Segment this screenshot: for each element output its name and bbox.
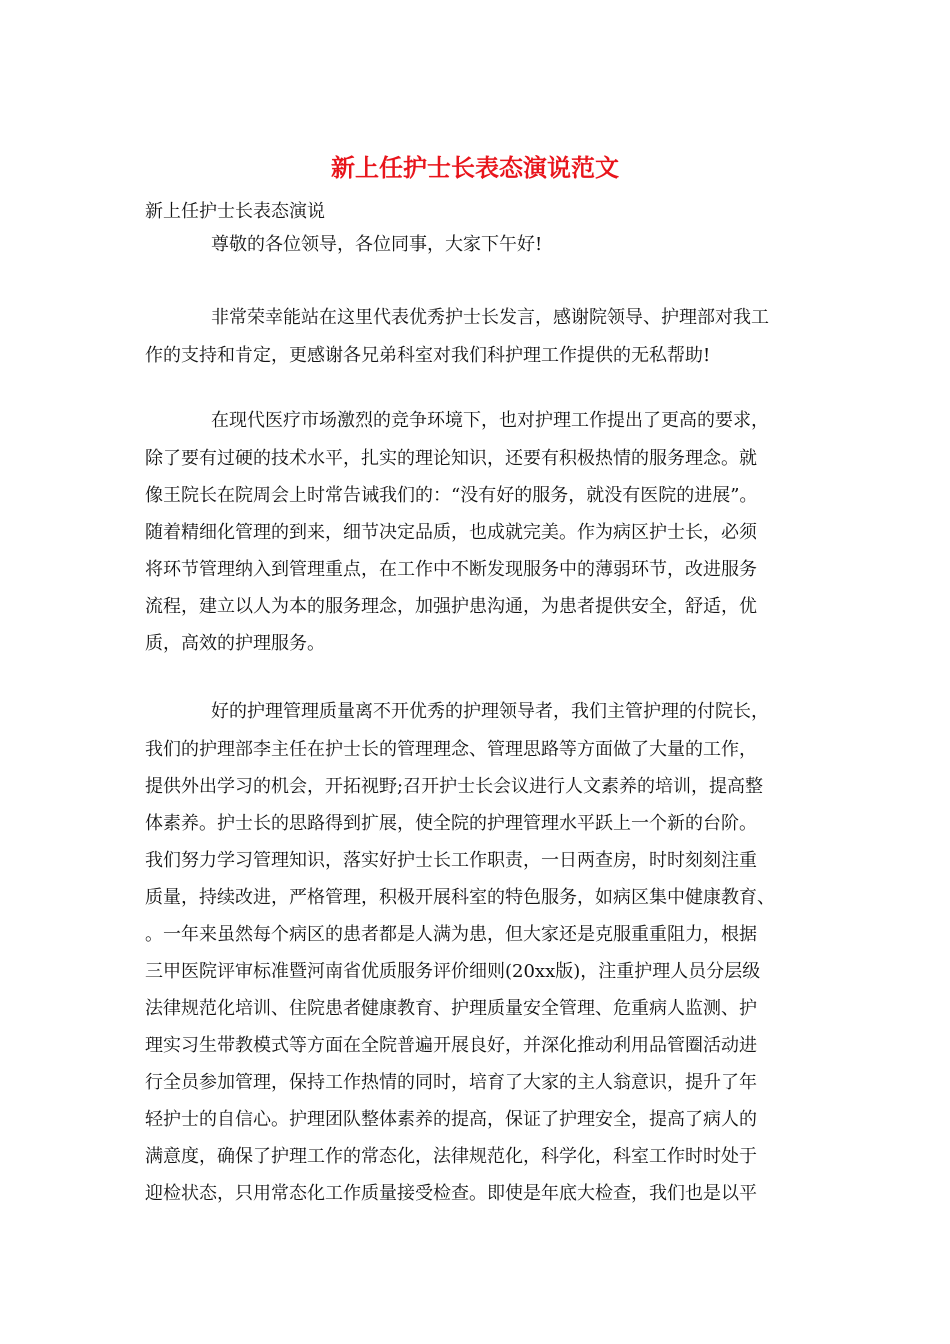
document-subtitle: 新上任护士长表态演说	[145, 201, 325, 222]
paragraph-line: 除了要有过硬的技术水平，扎实的理论知识，还要有积极热情的服务理念。就	[145, 448, 757, 469]
paragraph-line: 行全员参加管理，保持工作热情的同时，培育了大家的主人翁意识，提升了年	[145, 1072, 757, 1093]
paragraph-line: 法律规范化培训、住院患者健康教育、护理质量安全管理、危重病人监测、护	[145, 998, 757, 1019]
paragraph-line: 轻护士的自信心。护理团队整体素养的提高，保证了护理安全，提高了病人的	[145, 1109, 757, 1130]
paragraph-line: 我们努力学习管理知识，落实好护士长工作职责，一日两查房，时时刻刻注重	[145, 850, 757, 871]
paragraph-line: 作的支持和肯定，更感谢各兄弟科室对我们科护理工作提供的无私帮助!	[145, 345, 711, 366]
paragraph-line: 迎检状态，只用常态化工作质量接受检查。即使是年底大检查，我们也是以平	[145, 1183, 757, 1204]
paragraph-line: 流程，建立以人为本的服务理念，加强护患沟通，为患者提供安全，舒适，优	[145, 596, 757, 617]
paragraph-line: 将环节管理纳入到管理重点，在工作中不断发现服务中的薄弱环节，改进服务	[145, 559, 757, 580]
paragraph-line: 像王院长在院周会上时常告诫我们的：“没有好的服务，就没有医院的进展”。	[145, 485, 758, 506]
paragraph-line: 尊敬的各位领导，各位同事，大家下午好!	[211, 234, 543, 255]
paragraph-line: 。一年来虽然每个病区的患者都是人满为患，但大家还是克服重重阻力，根据	[145, 924, 757, 945]
paragraph-line: 三甲医院评审标准暨河南省优质服务评价细则(20xx版)，注重护理人员分层级	[145, 961, 761, 982]
paragraph-line: 我们的护理部李主任在护士长的管理理念、管理思路等方面做了大量的工作，	[145, 739, 757, 760]
paragraph-line: 体素养。护士长的思路得到扩展，使全院的护理管理水平跃上一个新的台阶。	[145, 813, 757, 834]
paragraph-line: 提供外出学习的机会，开拓视野;召开护士长会议进行人文素养的培训，提高整	[145, 776, 764, 797]
paragraph-line: 非常荣幸能站在这里代表优秀护士长发言，感谢院领导、护理部对我工	[211, 307, 769, 328]
paragraph-line: 满意度，确保了护理工作的常态化，法律规范化，科学化，科室工作时时处于	[145, 1146, 757, 1167]
paragraph-line: 好的护理管理质量离不开优秀的护理领导者，我们主管护理的付院长，	[211, 701, 769, 722]
paragraph-line: 在现代医疗市场激烈的竞争环境下，也对护理工作提出了更高的要求，	[211, 410, 769, 431]
paragraph-line: 理实习生带教模式等方面在全院普遍开展良好，并深化推动利用品管圈活动进	[145, 1035, 757, 1056]
paragraph-line: 随着精细化管理的到来，细节决定品质，也成就完美。作为病区护士长，必须	[145, 522, 757, 543]
paragraph-line: 质量，持续改进，严格管理，积极开展科室的特色服务，如病区集中健康教育、	[145, 887, 775, 908]
paragraph-line: 质，高效的护理服务。	[145, 633, 325, 654]
document-title: 新上任护士长表态演说范文	[331, 153, 619, 182]
